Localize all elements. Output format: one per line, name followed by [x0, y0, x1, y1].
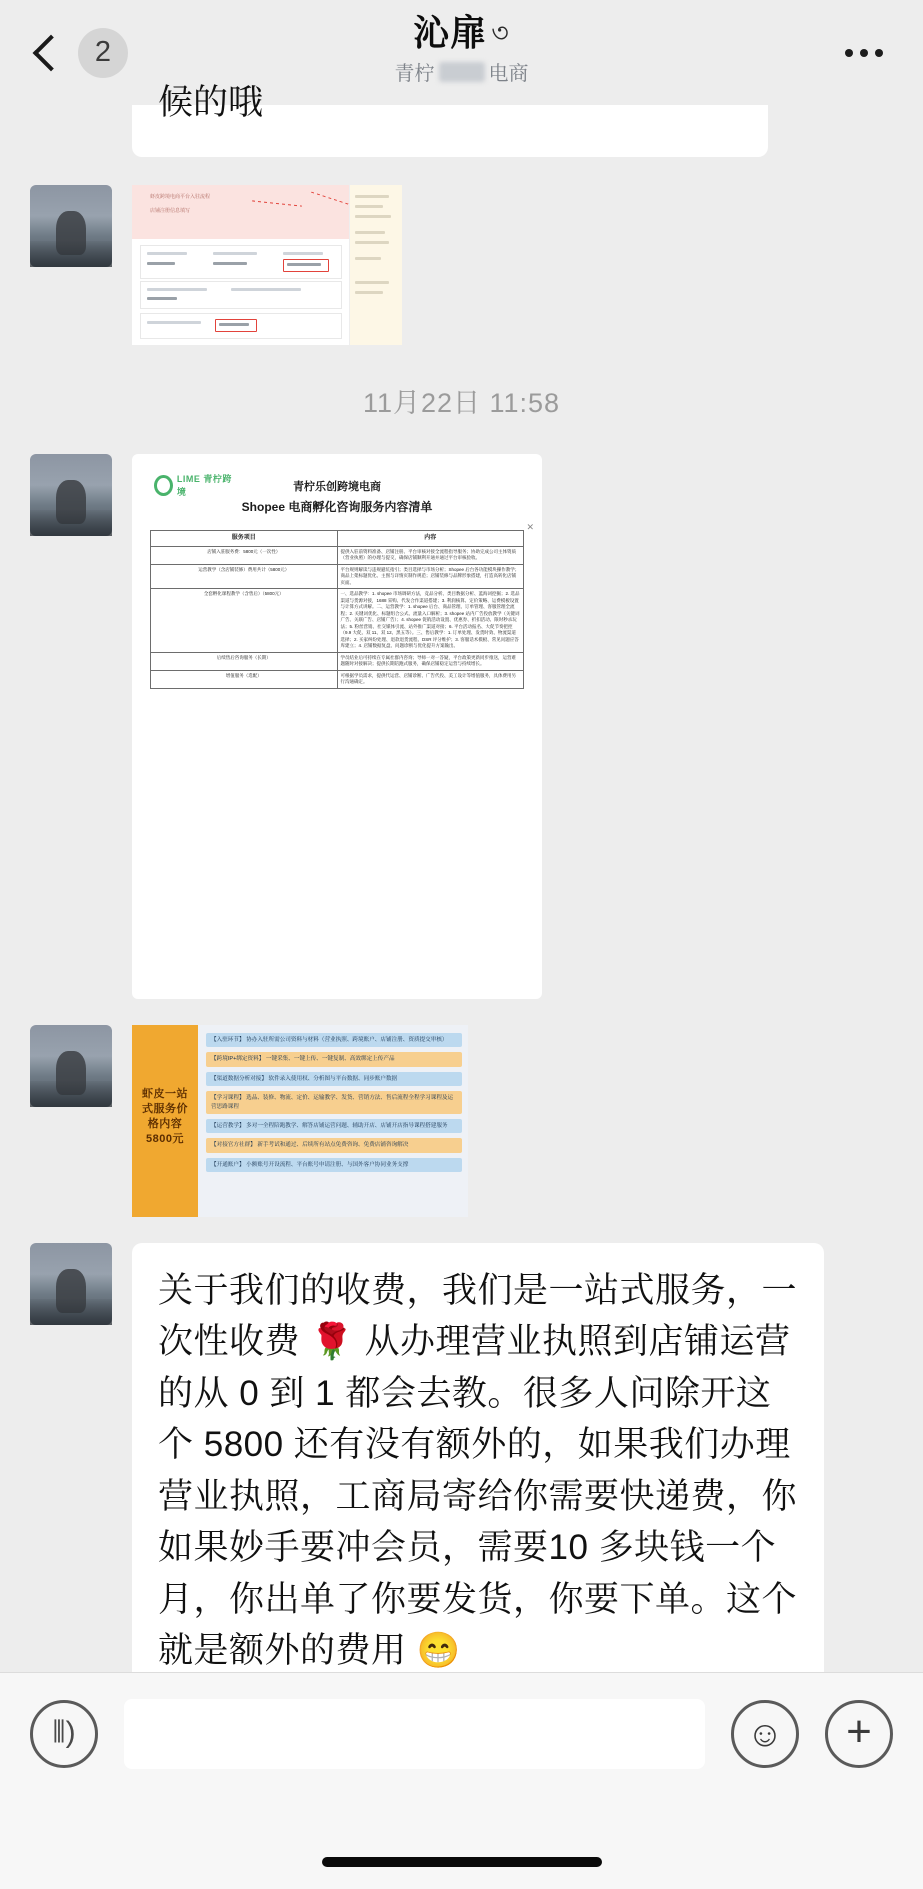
table-row — [151, 589, 524, 653]
admin-arrow-1 — [252, 200, 302, 206]
infographic-row-tag: 【学习课程】 — [211, 1095, 245, 1102]
brand-logo-text: LIME 青柠跨境 — [176, 474, 232, 497]
contact-name: 沁扉 — [413, 12, 488, 53]
admin-card-2 — [140, 281, 342, 309]
message-partial — [0, 83, 923, 157]
infographic-row-text: 小额账号开设流程、平台账号申请注册、与国外客户协同业务支撑 — [246, 1161, 409, 1168]
infographic-row-tag: 【跨境IP+绑定资料】 — [211, 1056, 265, 1063]
more-actions-icon[interactable] — [825, 1700, 893, 1768]
infographic-row — [206, 1119, 462, 1133]
voice-input-icon[interactable] — [30, 1700, 98, 1768]
table-row — [151, 564, 524, 589]
table-cell-item: 运营教学（含店铺装修）费用共计（5800元） — [151, 564, 338, 589]
admin-banner-label-2: 店铺注册信息填写 — [150, 208, 191, 214]
infographic-row-tag: 【对接官方社群】 — [211, 1142, 256, 1149]
price-list-document[interactable] — [132, 464, 542, 989]
home-indicator — [322, 1857, 602, 1867]
infographic-row-tag: 【入驻环节】 — [211, 1037, 245, 1043]
message-row-image-admin — [0, 185, 923, 345]
table-col-header-item: 服务项目 — [151, 531, 338, 547]
document-title-line2: Shopee 电商孵化咨询服务内容清单 — [241, 500, 433, 514]
infographic-row — [206, 1138, 462, 1152]
message-row-text — [0, 1243, 923, 1703]
avatar[interactable] — [30, 454, 112, 536]
admin-screenshot[interactable] — [132, 185, 402, 345]
plus-glyph: + — [846, 1707, 872, 1756]
table-cell-content: 一、选品教学：1. shopee 市场调研方法，竞品分析、类目数据分析、蓝海词挖掘；2. 选品渠道与货源对接，1688 采购、代发合作渠道搭建；3. 利润核算、定价策略、运费模板设置与计算方式讲解。二、运营教学：1. shopee 后台、商品管理、订单管理、客服管理全流程；2. 关键词优化、标题组合公式、流量入口解析；3. shopee 站内广告投放教学（关键词广告、关联广告、店铺广告）；4. shopee 促销活动设置、优惠券、折扣活动、限时秒杀玩法；5. 粉丝营销、社交媒体引流、站外推广渠道对接；6. 平台活动报名、大促节奏把控（9.9 大促、双 11、双 12、黑五等）。三、售后教学：1. 订单处理、发货时效、物流渠道选择；2. 买家纠纷处理、退款退货流程、DSR 评分维护；3. 客服话术模板、常见问题应答库建立；4. 店铺数据复盘、问题诊断与优化提升方案输出。 — [337, 589, 524, 653]
document-table — [150, 530, 524, 689]
avatar[interactable] — [30, 1025, 112, 1107]
table-cell-item: 店铺入驻服务费：5800元（一次性） — [151, 546, 338, 564]
table-row — [151, 546, 524, 564]
smiley-glyph: ☺ — [746, 1713, 784, 1754]
message-bubble-image-document[interactable] — [132, 454, 542, 999]
more-dot-1 — [845, 49, 853, 57]
avatar[interactable] — [30, 185, 112, 267]
emoji-icon[interactable] — [731, 1700, 799, 1768]
admin-banner-label-1: 虾皮跨境电商平台入驻流程 — [150, 194, 211, 200]
more-dot-3 — [875, 49, 883, 57]
contact-subtitle-suffix: 电商 — [488, 63, 529, 86]
infographic-row — [206, 1052, 462, 1066]
admin-sidebar — [349, 185, 402, 345]
contact-name-emoji: ৩ — [491, 18, 510, 48]
infographic-row-text: 协办入驻所需公司资料与材料（营业执照、跨境账户、店铺注册、资质提交审核） — [246, 1037, 448, 1043]
infographic-row-tag: 【运营教学】 — [211, 1122, 245, 1129]
infographic-row-text: 软件录入使用权、分析图与平台数据、同步账户数据 — [268, 1075, 398, 1082]
close-icon[interactable]: ✕ — [526, 522, 534, 532]
table-cell-content: 学员结业后可持续在专属社群内咨询；导师一对一答疑，平台政策更新同步推送，运营难题随时对接解决；提供长期陪跑式服务，确保店铺稳定运营与持续增长。 — [337, 652, 524, 670]
infographic-row — [206, 1033, 462, 1047]
message-bubble-image-infographic[interactable] — [132, 1025, 468, 1217]
more-options-icon[interactable] — [845, 49, 891, 57]
message-row-image-infographic — [0, 1025, 923, 1217]
table-col-header-content: 内容 — [337, 531, 524, 547]
infographic-row-tag: 【开通账户】 — [211, 1161, 245, 1168]
avatar[interactable] — [30, 1243, 112, 1325]
document-title-line1: 青柠乐创跨境电商 — [293, 481, 381, 493]
message-input[interactable] — [124, 1699, 705, 1769]
more-dot-2 — [860, 49, 868, 57]
infographic-row-text: 一键采集、一键上传、一键复制、高效绑定上传产品 — [265, 1056, 395, 1063]
infographic-row-tag: 【渠道数据分析对接】 — [211, 1075, 267, 1082]
message-bubble-image-admin[interactable] — [132, 185, 402, 345]
message-bubble-partial[interactable] — [132, 83, 768, 157]
table-cell-item: 后续售后咨询服务（长期） — [151, 652, 338, 670]
table-row — [151, 652, 524, 670]
table-row — [151, 670, 524, 688]
voice-wave-glyph: ⦀) — [52, 1716, 76, 1749]
table-cell-content: 可根据学员需求，提供代运营、店铺诊断、广告代投、美工设计等增值服务，具体费用另行沟通确定。 — [337, 670, 524, 688]
table-cell-item: 全套孵化课程教学（含售后）（5800元） — [151, 589, 338, 653]
admin-card-3 — [140, 313, 342, 339]
infographic-row-text: 选品、装修、物流、定价、运输教学、发货、营销方法、售后流程全程学习课程及运营思路课程 — [211, 1095, 454, 1110]
infographic-row — [206, 1072, 462, 1086]
message-timestamp: 11月22日 11:58 — [362, 388, 561, 418]
redacted-text-chip — [439, 62, 485, 82]
infographic-row-text: 多对一全程陪跑教学、解答店铺运营问题、辅助开店、店铺开店指导课程搭建服务 — [246, 1122, 448, 1129]
message-bubble-text[interactable]: 关于我们的收费，我们是一站式服务，一次性收费 🌹 从办理营业执照到店铺运营的从 0 到 1 都会去教。很多人问除开这个 5800 还有没有额外的，如果我们办理营业执照，工商局寄给你需要快递费，你如果妙手要冲会员，需要10 多块钱一个月，你出单了你要发货，你要下单。这个就是额外的费用 😁 — [132, 1243, 824, 1703]
unread-count-badge[interactable]: 2 — [78, 28, 128, 78]
contact-subtitle-prefix: 青柠 — [394, 63, 435, 86]
table-header-row — [151, 531, 524, 547]
infographic-rows — [206, 1033, 462, 1172]
infographic-left-label: 虾皮一站式服务价格内容 5800元 — [132, 1025, 198, 1217]
service-content-infographic[interactable] — [132, 1025, 468, 1217]
chat-input-bar — [0, 1672, 923, 1889]
infographic-row-text: 新手考试和通过、后续所有站点免费咨询、免费店铺咨询解决 — [257, 1142, 409, 1149]
input-bar-row — [0, 1673, 923, 1769]
table-cell-item: 增值服务（选配） — [151, 670, 338, 688]
message-list[interactable] — [0, 83, 923, 1672]
table-cell-content: 提供入驻前资料准备、店铺注册、平台审核对接全流程指导服务；协助完成公司主体资质（营业执照）的办理与提交，确保店铺顺利开通并通过平台审核验收。 — [337, 546, 524, 564]
message-partial-text: 候的哦 — [158, 83, 264, 122]
infographic-row — [206, 1158, 462, 1172]
infographic-row — [206, 1091, 462, 1114]
table-cell-content: 平台规则解读与违规避坑指引；类目选择与市场分析；Shopee 后台各功能模块操作教学；商品上架标题优化、主图与详情页制作规范；店铺装修与品牌形象搭建，打造高转化店铺页面。 — [337, 564, 524, 589]
admin-card-1 — [140, 245, 342, 279]
chevron-left-icon[interactable] — [33, 34, 70, 71]
message-row-image-document — [0, 454, 923, 999]
back-button[interactable] — [32, 28, 182, 78]
